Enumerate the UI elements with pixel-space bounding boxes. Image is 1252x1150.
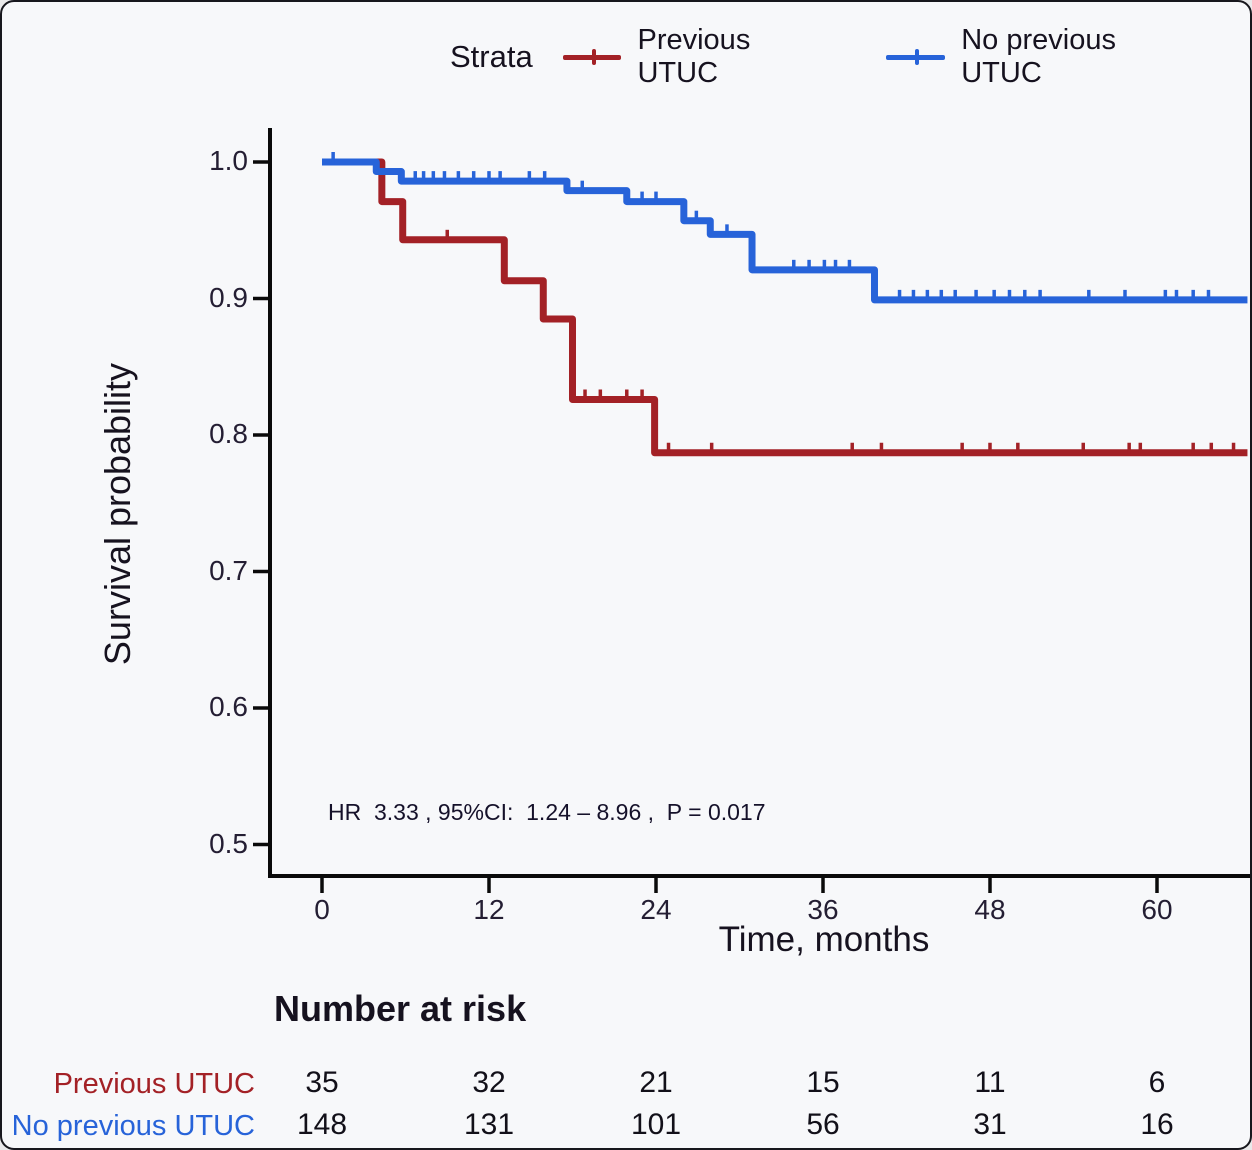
legend-title: Strata bbox=[450, 39, 533, 74]
y-tick-label: 0.7 bbox=[209, 554, 248, 586]
risk-count-no-previous-utuc: 16 bbox=[1140, 1108, 1174, 1141]
x-tick-label: 24 bbox=[640, 894, 672, 925]
legend-item-no-previous-utuc bbox=[886, 24, 1192, 90]
risk-count-previous-utuc: 35 bbox=[305, 1066, 339, 1099]
x-tick-label: 0 bbox=[314, 894, 330, 925]
x-tick-label: 60 bbox=[1141, 894, 1173, 925]
curve-no-previous-utuc bbox=[322, 162, 1247, 300]
x-axis-title: Time, months bbox=[718, 920, 930, 959]
risk-table-title: Number at risk bbox=[274, 988, 527, 1029]
y-axis-title: Survival probability bbox=[97, 362, 138, 666]
curve-previous-utuc bbox=[322, 162, 1247, 453]
risk-count-no-previous-utuc: 56 bbox=[806, 1108, 840, 1141]
risk-row-label-previous-utuc: Previous UTUC bbox=[53, 1068, 255, 1100]
risk-count-previous-utuc: 21 bbox=[639, 1066, 673, 1099]
risk-count-no-previous-utuc: 148 bbox=[296, 1108, 348, 1141]
risk-count-previous-utuc: 15 bbox=[806, 1066, 840, 1099]
y-tick-label: 0.9 bbox=[209, 281, 248, 313]
risk-row-label-no-previous-utuc: No previous UTUC bbox=[11, 1110, 255, 1142]
legend bbox=[450, 24, 1250, 90]
y-tick-label: 0.6 bbox=[209, 691, 248, 722]
legend-swatch-previous-utuc bbox=[563, 47, 622, 67]
risk-count-previous-utuc: 32 bbox=[472, 1066, 506, 1099]
y-tick-label: 1.0 bbox=[209, 145, 248, 176]
x-tick-label: 36 bbox=[807, 894, 839, 925]
risk-count-no-previous-utuc: 131 bbox=[463, 1108, 515, 1141]
y-tick-label: 0.8 bbox=[209, 418, 248, 449]
risk-count-no-previous-utuc: 31 bbox=[973, 1108, 1007, 1141]
risk-count-no-previous-utuc: 101 bbox=[630, 1108, 682, 1141]
risk-count-previous-utuc: 6 bbox=[1148, 1066, 1166, 1099]
legend-item-label: Previous UTUC bbox=[637, 24, 751, 89]
legend-swatch-no-previous-utuc bbox=[886, 47, 945, 67]
legend-censor-tick-icon bbox=[592, 49, 596, 65]
legend-censor-tick-icon bbox=[915, 49, 919, 65]
legend-item-label: No previous UTUC bbox=[961, 24, 1116, 89]
legend-item-previous-utuc bbox=[563, 24, 829, 90]
hazard-ratio-annotation: HR 3.33 , 95%CI: 1.24 – 8.96 , P = 0.017 bbox=[328, 799, 766, 825]
y-tick-label: 0.5 bbox=[209, 827, 248, 859]
risk-count-previous-utuc: 11 bbox=[974, 1066, 1006, 1099]
x-tick-label: 12 bbox=[473, 894, 505, 925]
x-tick-label: 48 bbox=[974, 894, 1006, 925]
